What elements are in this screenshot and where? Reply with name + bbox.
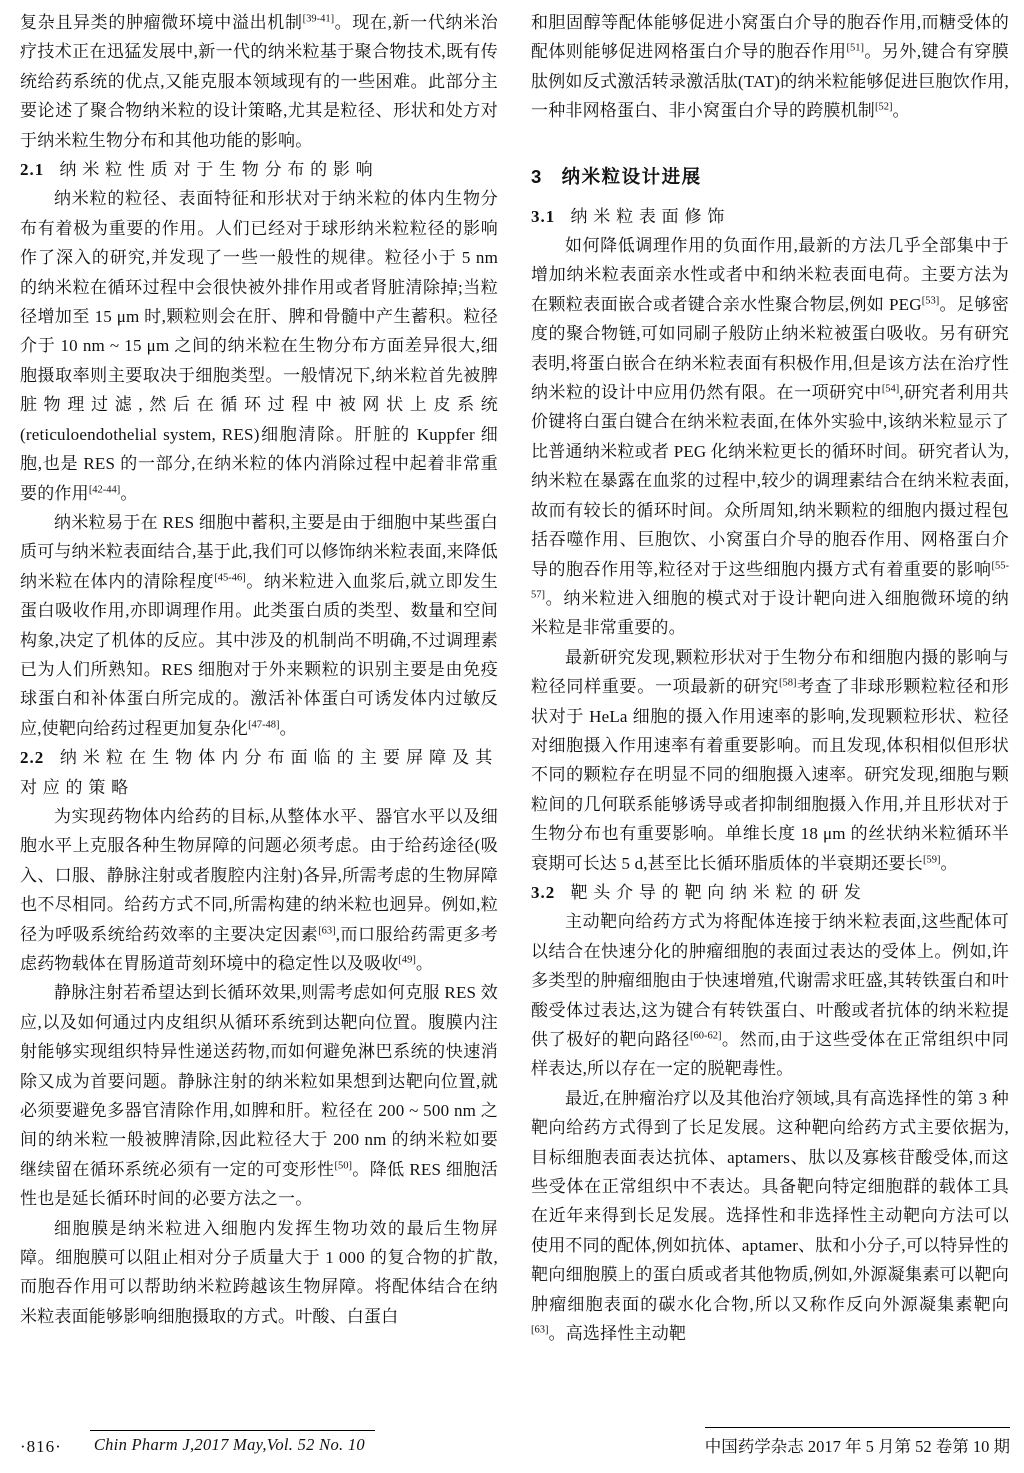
left-column bbox=[20, 8, 498, 1416]
citation-ref: [49] bbox=[398, 954, 416, 966]
citation-ref: [39-41] bbox=[302, 13, 335, 25]
subsection-heading bbox=[531, 202, 1009, 231]
heading-number: 2.1 bbox=[20, 160, 45, 180]
paragraph: 纳米粒的粒径、表面特征和形状对于纳米粒的体内生物分布有着极为重要的作用。人们已经对于球形纳米粒粒径的影响作了深入的研究,并发现了一些一般性的规律。粒径小于 5 nm 的纳米粒在循环过程中会很快被外排作用或者肾脏清除掉;当粒径增加至 15 μm 时,颗粒则会在肝、脾和骨髓中产生蓄积。粒径介于 10 nm ~ 15 μm 之间的纳米粒在生物分布方面差异很大,细胞摄取率则主要取决于细胞类型。一般情况下,纳米粒首先被脾脏物理过滤,然后在循环过程中被网状上皮系统(reticuloendothelial system, RES)细胞清除。肝脏的 Kuppfer 细胞,也是 RES 的一部分,在纳米粒的体内消除过程中起着非常重要的作用[42-44]。 bbox=[20, 189, 498, 503]
heading-title: 纳米粒在生物体内分布面临的主要屏障及其对应的策略 bbox=[20, 748, 498, 797]
heading-title: 纳米粒性质对于生物分布的影响 bbox=[59, 160, 379, 180]
paragraph: 主动靶向给药方式为将配体连接于纳米粒表面,这些配体可以结合在快速分化的肿瘤细胞的表面过表达的受体上。例如,许多类型的肿瘤细胞由于快速增殖,代谢需求旺盛,其转铁蛋白和叶酸受体过表达,这为键合有转铁蛋白、叶酸或者抗体的纳米粒提供了极好的靶向路径[60-62]。然而,由于这些受体在正常组织中同样表达,所以存在一定的脱靶毒性。 bbox=[531, 912, 1009, 1079]
heading-number: 3.1 bbox=[531, 206, 556, 226]
citation-ref: [52] bbox=[875, 101, 893, 113]
footer-left bbox=[20, 1430, 375, 1457]
paragraph: 如何降低调理作用的负面作用,最新的方法几乎全部集中于增加纳米粒表面亲水性或者中和纳米粒表面电荷。主要方法为在颗粒表面嵌合或者键合亲水性聚合物层,例如 PEG[53]。足够密度的聚合物链,可如同刷子般防止纳米粒被蛋白吸收。另有研究表明,将蛋白嵌合在纳米粒表面有积极作用,但是该方法在治疗性纳米粒的设计中应用仍然有限。在一项研究中[54],研究者利用共价键将白蛋白键合在纳米粒表面,在体外实验中,该纳米粒显示了比普通纳米粒或者 PEG 化纳米粒更长的循环时间。研究者认为,纳米粒在暴露在血浆的过程中,较少的调理素结合在纳米粒表面,故而有较长的循环时间。众所周知,纳米颗粒的细胞内摄过程包括吞噬作用、巨胞饮、小窝蛋白介导的胞吞作用、网格蛋白介导的胞吞作用等,粒径对于这些细胞内摄方式有着重要的影响[55-57]。纳米粒进入细胞的模式对于设计靶向进入细胞微环境的纳米粒是非常重要的。 bbox=[531, 236, 1009, 638]
subsection-heading bbox=[531, 878, 1009, 907]
right-column bbox=[531, 8, 1009, 1416]
paragraph: 细胞膜是纳米粒进入细胞内发挥生物功效的最后生物屏障。细胞膜可以阻止相对分子质量大于 1 000 的复合物的扩散,而胞吞作用可以帮助纳米粒跨越该生物屏障。将配体结合在纳米粒表面能够影响细胞摄取的方式。叶酸、白蛋白 bbox=[20, 1218, 498, 1326]
citation-ref: [51] bbox=[846, 42, 864, 54]
journal-citation-chinese: 中国药学杂志 2017 年 5 月第 52 卷第 10 期 bbox=[705, 1427, 1010, 1457]
citation-ref: [60-62] bbox=[689, 1030, 722, 1042]
heading-title: 靶头介导的靶向纳米粒的研发 bbox=[570, 882, 867, 902]
paragraph: 为实现药物体内给药的目标,从整体水平、器官水平以及细胞水平上克服各种生物屏障的问题必须考虑。由于给药途径(吸入、口服、静脉注射或者腹腔内注射)各异,所需考虑的生物屏障也不尽相同。给药方式不同,所需构建的纳米粒也迥异。例如,粒径为呼吸系统给药效率的主要决定因素[63],而口服给药需更多考虑药物载体在胃肠道苛刻环境中的稳定性以及吸收[49]。 bbox=[20, 806, 498, 973]
citation-ref: [42-44] bbox=[88, 483, 121, 495]
citation-ref: [50] bbox=[334, 1160, 352, 1172]
paragraph: 最近,在肿瘤治疗以及其他治疗领域,具有高选择性的第 3 种靶向给药方式得到了长足发展。这种靶向给药方式主要依据为,目标细胞表面表达抗体、aptamers、肽以及寡核苷酸受体,而这些受体在正常组织中不表达。具备靶向特定细胞群的载体工具在近年来得到长足发展。选择性和非选择性主动靶向方法可以使用不同的配体,例如抗体、aptamer、肽和小分子,可以特异性的靶向细胞膜上的蛋白质或者其他物质,例如,外源凝集素可以靶向肿瘤细胞表面的碳水化合物,所以又称作反向外源凝集素靶向[63]。高选择性主动靶 bbox=[531, 1088, 1009, 1344]
citation-ref: [55-57] bbox=[531, 559, 1009, 601]
subsection-heading bbox=[20, 743, 498, 802]
citation-ref: [45-46] bbox=[214, 572, 246, 584]
journal-citation-english: Chin Pharm J,2017 May,Vol. 52 No. 10 bbox=[90, 1430, 375, 1455]
section-heading bbox=[531, 164, 1009, 190]
citation-ref: [58] bbox=[778, 677, 797, 689]
heading-title: 纳米粒设计进展 bbox=[561, 165, 702, 187]
citation-ref: [63] bbox=[531, 1324, 549, 1336]
paragraph: 和胆固醇等配体能够促进小窝蛋白介导的胞吞作用,而糖受体的配体则能够促进网格蛋白介导的胞吞作用[51]。另外,键合有穿膜肽例如反式激活转录激活肽(TAT)的纳米粒能够促进巨胞饮作用,一种非网格蛋白、非小窝蛋白介导的跨膜机制[52]。 bbox=[531, 13, 1009, 121]
paragraph: 纳米粒易于在 RES 细胞中蓄积,主要是由于细胞中某些蛋白质可与纳米粒表面结合,基于此,我们可以修饰纳米粒表面,来降低纳米粒在体内的清除程度[45-46]。纳米粒进入血浆后,就立即发生蛋白吸收作用,亦即调理作用。此类蛋白质的类型、数量和空间构象,决定了机体的反应。其中涉及的机制尚不明确,不过调理素已为人们所熟知。RES 细胞对于外来颗粒的识别主要是由免疫球蛋白和补体蛋白所完成的。激活补体蛋白可诱发体内过敏反应,使靶向给药过程更加复杂化[47-48]。 bbox=[20, 512, 498, 738]
citation-ref: [47-48] bbox=[248, 719, 280, 731]
heading-number: 3 bbox=[531, 165, 542, 187]
paragraph: 复杂且异类的肿瘤微环境中溢出机制[39-41]。现在,新一代纳米治疗技术正在迅猛发展中,新一代的纳米粒基于聚合物技术,既有传统给药系统的优点,又能克服本领域现有的一些困难。此部分主要论述了聚合物纳米粒的设计策略,尤其是粒径、形状和处方对于纳米粒生物分布和其他功能的影响。 bbox=[20, 13, 498, 150]
citation-ref: [63] bbox=[318, 924, 336, 936]
paragraph: 静脉注射若希望达到长循环效果,则需考虑如何克服 RES 效应,以及如何通过内皮组织从循环系统到达靶向位置。腹膜内注射能够实现组织特异性递送药物,而如何避免淋巴系统的快速消除又成为首要问题。静脉注射的纳米粒如果想到达靶向位置,就必须要避免多器官清除作用,如脾和肝。粒径在 200 ~ 500 nm 之间的纳米粒一般被脾清除,因此粒径大于 200 nm 的纳米粒如要继续留在循环系统必须有一定的可变形性[50]。降低 RES 细胞活性也是延长循环时间的必要方法之一。 bbox=[20, 983, 498, 1209]
citation-ref: [54] bbox=[881, 383, 900, 395]
heading-number: 3.2 bbox=[531, 882, 556, 902]
citation-ref: [53] bbox=[921, 295, 940, 307]
page-number: ·816· bbox=[20, 1437, 62, 1456]
two-column-layout bbox=[20, 8, 1010, 1416]
subsection-heading bbox=[20, 155, 498, 184]
paragraph: 最新研究发现,颗粒形状对于生物分布和细胞内摄的影响与粒径同样重要。一项最新的研究[58]考查了非球形颗粒粒径和形状对于 HeLa 细胞的摄入作用速率的影响,发现颗粒形状、粒径对细胞摄入作用速率有着重要影响。而且发现,体积相似但形状不同的颗粒存在明显不同的细胞摄入速率。研究发现,细胞与颗粒间的几何联系能够诱导或者抑制细胞摄入作用,并且形状对于生物分布也有重要影响。单维长度 18 μm 的丝状纳米粒循环半衰期可长达 5 d,甚至比长循环脂质体的半衰期还要长[59]。 bbox=[531, 647, 1009, 873]
citation-ref: [59] bbox=[922, 853, 941, 865]
heading-title: 纳米粒表面修饰 bbox=[570, 206, 731, 226]
heading-number: 2.2 bbox=[20, 748, 45, 768]
